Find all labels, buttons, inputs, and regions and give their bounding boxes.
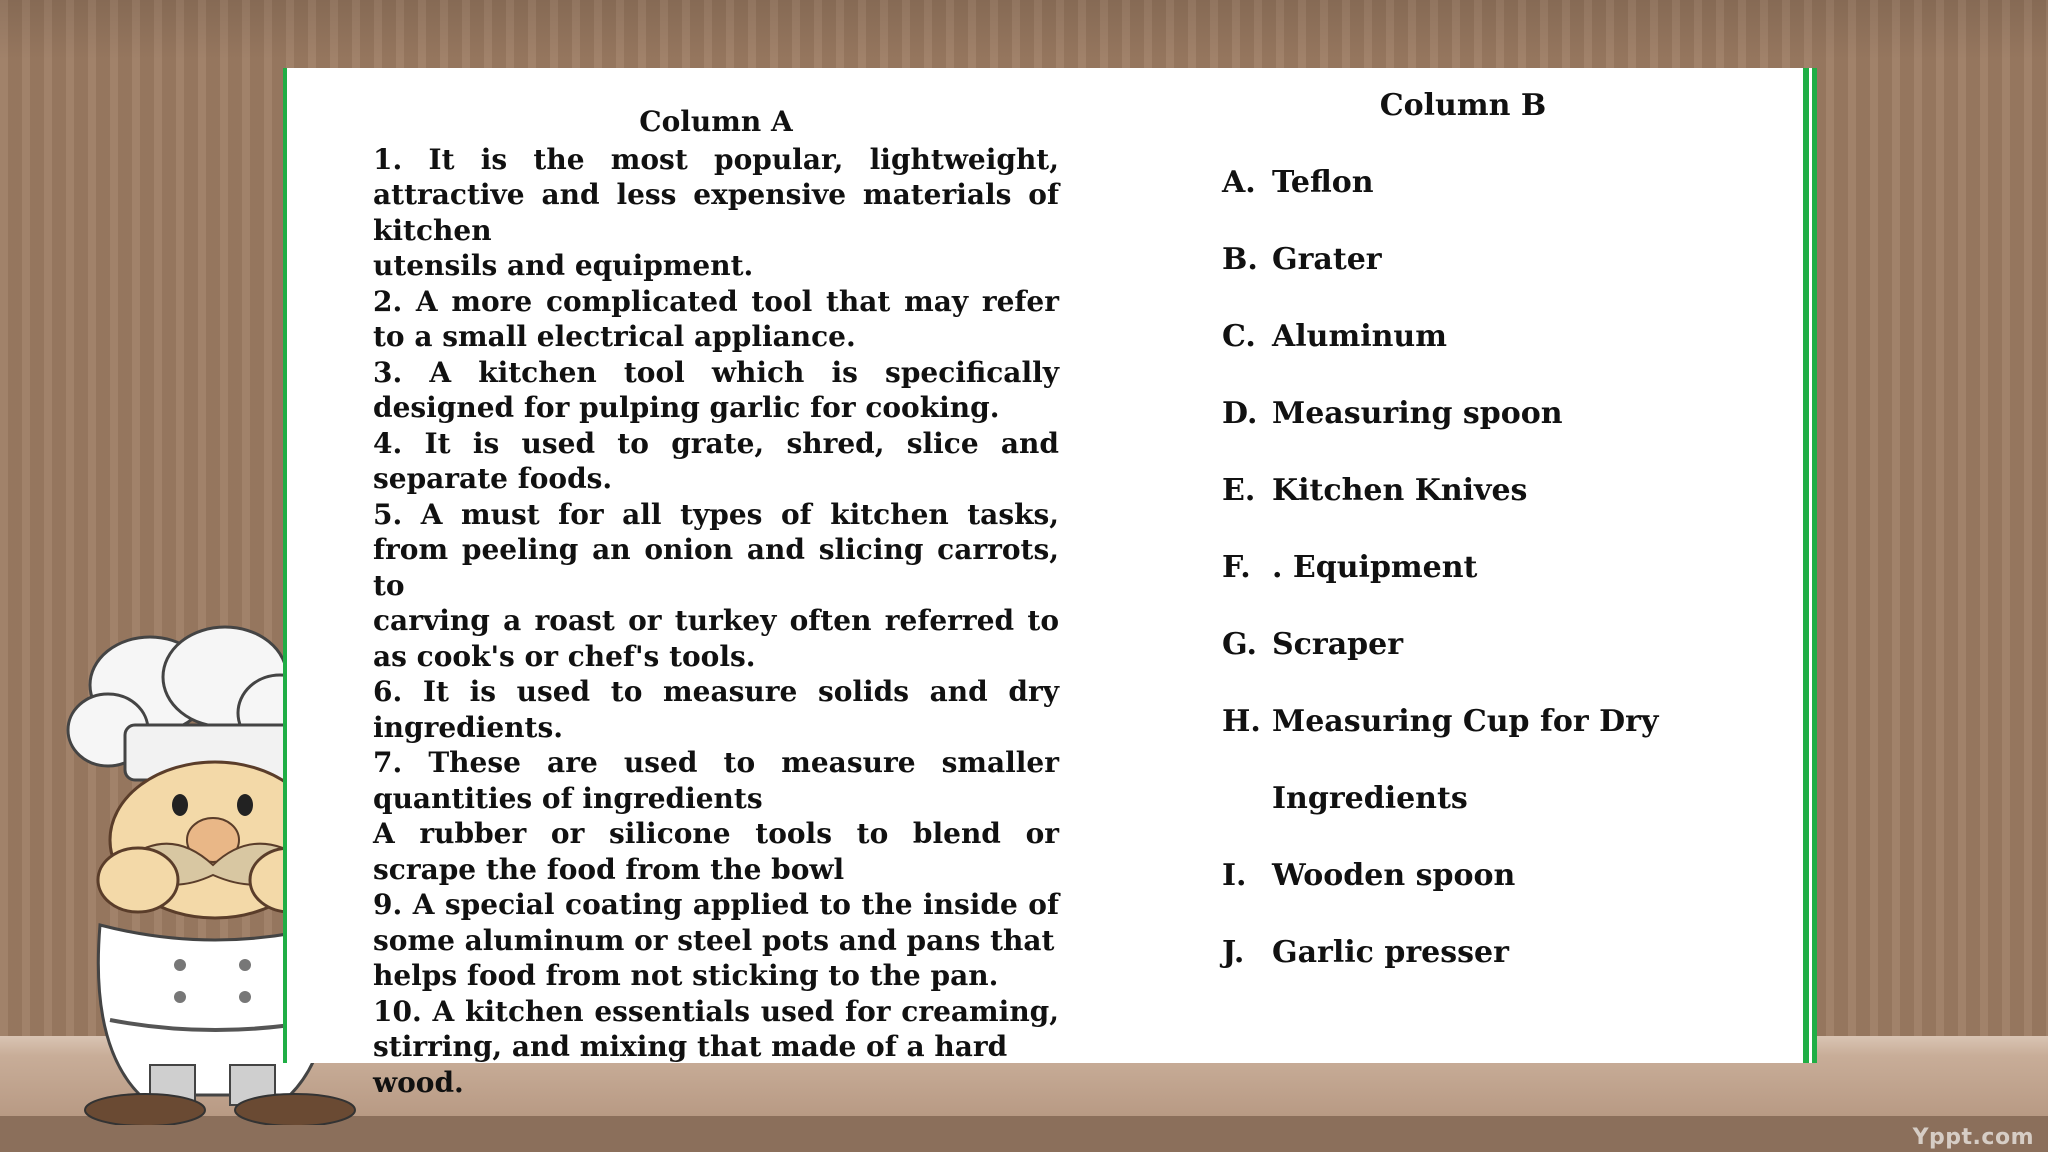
- column-a: [373, 104, 1059, 1100]
- watermark: Yppt.com: [1912, 1125, 2034, 1150]
- answer-choice: [1222, 700, 1742, 777]
- answer-choice: [1222, 392, 1742, 469]
- choice-letter: I.: [1222, 858, 1247, 893]
- question-item: 5. A must for all types of kitchen tasks, from peeling an onion and slicing carrots, to: [373, 497, 1059, 602]
- choice-text: Measuring spoon: [1272, 396, 1563, 431]
- question-item: wood.: [373, 1065, 464, 1099]
- question-item: 9. A special coating applied to the inside of some aluminum or steel pots and pans that: [373, 888, 1059, 957]
- choice-text: Measuring Cup for Dry: [1272, 704, 1659, 739]
- choice-letter: F.: [1222, 550, 1251, 585]
- choice-letter: B.: [1222, 242, 1258, 277]
- answer-choice: [1222, 161, 1742, 238]
- card-right-border: [1803, 68, 1817, 1063]
- choice-letter: H.: [1222, 704, 1261, 739]
- answer-choice: [1222, 777, 1742, 854]
- question-item: 4. It is used to grate, shred, slice and separate foods.: [373, 426, 1059, 495]
- choice-text: Wooden spoon: [1272, 858, 1516, 893]
- choice-text: Ingredients: [1272, 781, 1468, 816]
- question-item: 10. A kitchen essentials used for creaming, stirring, and mixing that made of a hard: [373, 994, 1059, 1063]
- choice-text: Kitchen Knives: [1272, 473, 1528, 508]
- choice-letter: A.: [1222, 165, 1256, 200]
- choice-letter: D.: [1222, 396, 1258, 431]
- choice-letter: G.: [1222, 627, 1257, 662]
- question-item: helps food from not sticking to the pan.: [373, 959, 999, 992]
- question-item: A rubber or silicone tools to blend or scrape the food from the bowl: [373, 817, 1059, 886]
- choice-letter: C.: [1222, 319, 1256, 354]
- answer-choice: [1222, 546, 1742, 623]
- choice-text: Aluminum: [1272, 319, 1447, 354]
- wall-background: [0, 0, 2048, 60]
- answer-choice: [1222, 238, 1742, 315]
- question-item: carving a roast or turkey often referred to as cook's or chef's tools.: [373, 604, 1059, 673]
- choice-text: . Equipment: [1272, 550, 1478, 585]
- question-item: 3. A kitchen tool which is specifically designed for pulping garlic for cooking.: [373, 355, 1059, 424]
- answer-choice: [1222, 315, 1742, 392]
- answer-choice: [1222, 623, 1742, 700]
- answer-choice: [1222, 931, 1742, 1008]
- question-item: 6. It is used to measure solids and dry ingredients.: [373, 675, 1059, 744]
- question-item: 1. It is the most popular, lightweight, attractive and less expensive materials of kitchen: [373, 142, 1059, 247]
- choice-text: Grater: [1272, 242, 1382, 277]
- choice-letter: E.: [1222, 473, 1256, 508]
- question-item: 7. These are used to measure smaller quantities of ingredients: [373, 746, 1059, 815]
- choice-text: Teflon: [1272, 165, 1374, 200]
- column-a-heading: Column A: [639, 105, 793, 138]
- question-item: utensils and equipment.: [373, 249, 754, 282]
- answer-choice: [1222, 854, 1742, 931]
- choice-letter: J.: [1222, 935, 1245, 970]
- column-b-heading: Column B: [1379, 88, 1547, 123]
- answer-choice: [1222, 469, 1742, 546]
- question-item: 2. A more complicated tool that may refer to a small electrical appliance.: [373, 284, 1059, 353]
- column-b: [1222, 84, 1742, 1008]
- choice-text: Garlic presser: [1272, 935, 1509, 970]
- choice-text: Scraper: [1272, 627, 1404, 662]
